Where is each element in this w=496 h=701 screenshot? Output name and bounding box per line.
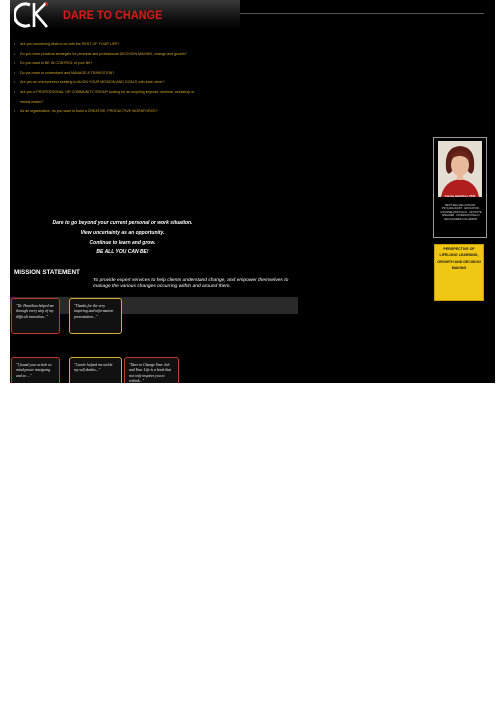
- site-header: [10, 0, 240, 30]
- profile-description: BEST SELLING AUTHOR · PSYCHOLOGIST · EDUCATOR · COUNSELOR/COACH · KEYNOTE SPEAKER · INTERNATIONALLY RECOGNIZED COLUMNIST: [440, 204, 482, 221]
- question-item: • As an organization, do you want to build a CREATIVE, PRODUCTIVE WORKFORCE?: [14, 107, 234, 117]
- question-item: • Do you want to understand and MANAGE A TRANSITION?: [14, 69, 234, 79]
- question-item: • Are you an entrepreneur seeking to ALIGN YOUR MISSION AND GOALS with each other?: [14, 78, 234, 88]
- profile-card[interactable]: [433, 137, 487, 238]
- question-item: • Do you want to BE IN CONTROL of your life?: [14, 59, 234, 69]
- portrait-image: [438, 141, 482, 197]
- question-item: • Do you need practical strategies for personal and professional DECISION MAKING, change and growth?: [14, 50, 234, 60]
- dare-statement: [20, 219, 225, 258]
- perspective-line: PERSPECTIVE OF: [443, 247, 475, 251]
- question-item: • Are you a PROFESSIONAL OR COMMUNITY GROUP looking for an inspiring keynote, seminar, workshop or: [14, 88, 234, 98]
- testimonial-card[interactable]: "Carole helped me tackle my self doubts...": [69, 357, 122, 383]
- page-canvas: [10, 0, 495, 383]
- question-item: • Are you wondering what to do with the REST OF YOUR LIFE?: [14, 40, 234, 50]
- testimonial-card[interactable]: "Dare to Change Your Job and Your Life is a book that not only inspires you to rethink...": [124, 357, 179, 383]
- question-item-continued: retreat leader?: [20, 99, 44, 104]
- header-divider: [240, 13, 484, 14]
- perspective-line: GROWTH AND DECISION: [437, 259, 481, 264]
- dare-line: Dare to go beyond your current personal or work situation.: [52, 220, 193, 226]
- dare-line: Continue to learn and grow.: [89, 239, 156, 246]
- brand-title: DARE TO CHANGE: [63, 8, 163, 22]
- dare-line: BE ALL YOU CAN BE!: [96, 249, 149, 256]
- mission-text: To provide expert services to help clients understand change, and empower themselves to manage the various changes occurring within and around them.: [93, 278, 289, 290]
- testimonial-card[interactable]: "I found your article so mind power intriguing and so ...": [11, 357, 60, 383]
- profile-name: Carole Hamilton, PhD: [444, 194, 476, 198]
- ck-logo[interactable]: [14, 1, 48, 29]
- dare-line: View uncertainty as an opportunity.: [80, 229, 165, 236]
- perspective-panel[interactable]: [434, 244, 484, 301]
- profile-photo: [438, 141, 482, 197]
- question-list: [14, 40, 234, 117]
- perspective-line: MAKING: [451, 266, 467, 271]
- testimonial-card[interactable]: "Thanks for the very inspiring and information presentation...": [69, 298, 122, 334]
- testimonial-card[interactable]: "Dr. Hamilton helped me through every step of my difficult transition...": [11, 298, 60, 334]
- mission-heading: MISSION STATEMENT: [14, 269, 80, 276]
- perspective-line: LIFELONG LEARNING,: [439, 253, 479, 258]
